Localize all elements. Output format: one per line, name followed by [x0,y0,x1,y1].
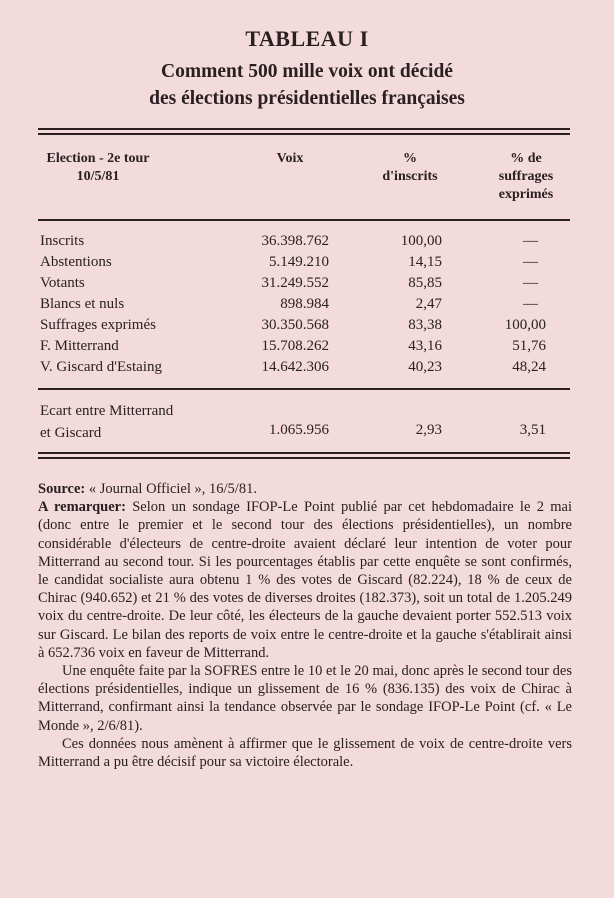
paragraph-2: Une enquête faite par la SOFRES entre le 10 et le 20 mai, donc après le second tour des élections présidentielles, indique un glissement de 16 % (836.135) des voix de Chirac à Mitterrand, confirmant ainsi la tendance observée par le sondage IFOP-Le Point (cf. « Le Monde », 2/6/81). [38,663,572,734]
ecart-label-line-1: Ecart entre Mitterrand [40,403,174,419]
row-pct-suffrages: — [523,233,538,249]
remarquer-note [38,498,572,662]
table-row [0,317,614,337]
table-row [0,275,614,295]
row-pct-suffrages: 100,00 [504,317,546,333]
subtitle-line-1: Comment 500 mille voix ont décidé [161,61,453,82]
bottom-rule-1 [38,452,570,454]
row-voix: 30.350.568 [261,317,329,333]
table-row [0,338,614,358]
row-label: Inscrits [40,233,85,249]
row-label: Blancs et nuls [40,296,125,312]
table-title: TABLEAU I [245,26,369,51]
top-rule-2 [38,133,570,135]
subtitle-line-2: des élections présidentielles françaises [149,88,465,109]
header-pct-suffrages-line-1: % de [510,151,542,166]
source-note [38,480,572,498]
row-pct-inscrits: 14,15 [408,254,442,270]
header-election [38,150,158,186]
table-subtitle [60,58,554,112]
row-pct-inscrits: 40,23 [408,359,442,375]
row-pct-inscrits: 83,38 [408,317,442,333]
top-rule-1 [38,128,570,130]
row-voix: 31.249.552 [261,275,329,291]
row-label: F. Mitterrand [40,338,119,354]
row-label: Votants [40,275,85,291]
header-pct-inscrits-line-1: % [403,151,417,166]
row-pct-suffrages: — [523,275,538,291]
header-election-line-1: Election - 2e tour [46,151,150,166]
ecart-voix: 1.065.956 [269,422,329,438]
row-pct-inscrits: 43,16 [408,338,442,354]
header-pct-inscrits [360,150,460,186]
ecart-values [0,422,614,444]
notes [38,480,572,771]
ecart-pct-suffrages: 3,51 [519,422,546,438]
table-row [0,359,614,379]
ecart-label-line-2: et Giscard [40,425,102,441]
ecart-pct-inscrits: 2,93 [415,422,442,438]
row-pct-suffrages: 51,76 [512,338,546,354]
remarquer-text: Selon un sondage IFOP-Le Point publié par cet hebdomadaire le 2 mai (donc entre le premier et le second tour des élections présidentielles), un nombre considérable d'électeurs de centre-droite avaient déclaré leur intention de voter pour Mitterrand au second tour. Si les pourcentages établis par cette enquête se sont confirmés, le candidat socialiste aura obtenu 1 % des votes de Giscard (82.224), 18 % de ceux de Chirac (940.652) et 21 % des votes de diverses droites (182.373), soit un total de 1.205.249 voix du centre-droite. De leur côté, les électeurs de la gauche devaient porter 552.513 voix sur Giscard. Le bilan des reports de voix entre le centre-droite et la gauche s'établirait ainsi à 652.736 voix en faveur de Mitterrand. [38,499,572,661]
row-label: V. Giscard d'Estaing [40,359,162,375]
row-pct-suffrages: — [523,254,538,270]
row-voix: 15.708.262 [261,338,329,354]
header-pct-suffrages-line-2: suffrages [498,169,554,184]
header-voix-label: Voix [276,151,304,166]
paragraph-3: Ces données nous amènent à affirmer que le glissement de voix de centre-droite vers Mitterrand a pu être décisif pour sa victoire électorale. [38,735,572,771]
row-pct-inscrits: 85,85 [408,275,442,291]
row-voix: 36.398.762 [261,233,329,249]
row-voix: 898.984 [280,296,329,312]
header-voix [250,150,330,168]
row-pct-suffrages: 48,24 [512,359,546,375]
table-row [0,233,614,253]
header-election-line-2: 10/5/81 [76,169,120,184]
ecart-rule [38,388,570,390]
row-label: Suffrages exprimés [40,317,156,333]
header-pct-inscrits-line-2: d'inscrits [382,169,438,184]
row-label: Abstentions [40,254,112,270]
source-text: « Journal Officiel », 16/5/81. [85,481,257,497]
bottom-rule-2 [38,457,570,459]
header-pct-suffrages-line-3: exprimés [498,187,554,202]
row-pct-inscrits: 100,00 [400,233,442,249]
source-label: Source: [38,481,86,497]
header-rule [38,219,570,221]
row-voix: 14.642.306 [261,359,329,375]
row-voix: 5.149.210 [269,254,329,270]
table-row [0,296,614,316]
row-pct-inscrits: 2,47 [415,296,442,312]
remarquer-label: A remarquer: [38,499,126,516]
table-row [0,254,614,274]
row-pct-suffrages: — [523,296,538,312]
header-pct-suffrages [476,150,576,204]
